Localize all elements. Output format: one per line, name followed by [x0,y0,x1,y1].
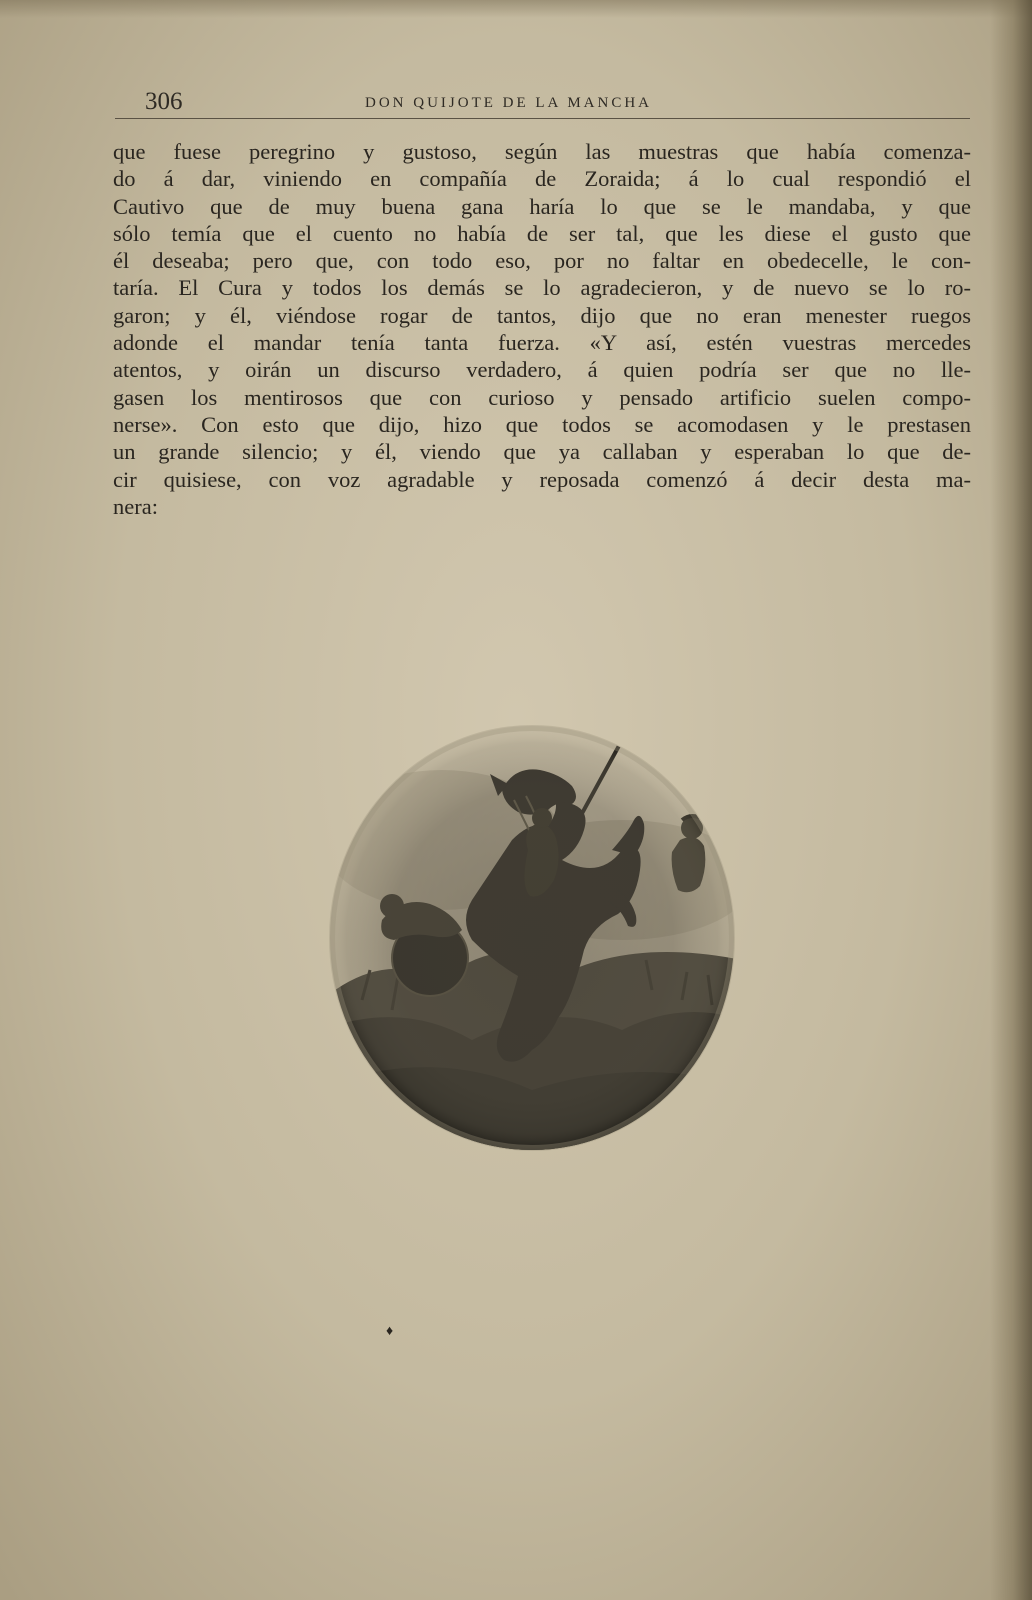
page-top-shadow [0,0,1032,18]
page-spine-edge [990,0,1032,1600]
text-line: garon; y él, viéndose rogar de tantos, dijo que no eran menester ruegos [113,302,971,328]
text-line: nera: [113,493,158,519]
page-number: 306 [145,88,183,115]
rearing-horse-knight-illustration [322,700,742,1160]
text-line: adonde el mandar tenía tanta fuerza. «Y así, estén vuestras mercedes [113,330,971,356]
body-paragraph [113,138,971,520]
text-line: nerse». Con esto que dijo, hizo que todos se acomodasen y le prestasen [113,411,971,437]
text-line: cir quisiese, con voz agradable y reposada comenzó á decir desta ma- [113,466,971,492]
text-line: Cautivo que de muy buena gana haría lo que se le mandaba, y que [113,193,971,219]
text-line: atentos, y oirán un discurso verdadero, á quien podría ser que no lle- [113,357,971,383]
text-line: do á dar, viniendo en compañía de Zoraida; á lo cual respondió el [113,166,971,192]
ornament-mark: ♦ [386,1324,394,1339]
text-line: un grande silencio; y él, viendo que ya callaban y esperaban lo que de- [113,439,971,465]
text-line: taría. El Cura y todos los demás se lo agradecieron, y de nuevo se lo ro- [113,275,971,301]
text-line: gasen los mentirosos que con curioso y pensado artificio suelen compo- [113,384,971,410]
text-line: él deseaba; pero que, con todo eso, por no faltar en obedecelle, le con- [113,248,971,274]
text-line: sólo temía que el cuento no había de ser tal, que les diese el gusto que [113,220,971,246]
text-line: que fuese peregrino y gustoso, según las muestras que había comenza- [113,139,971,164]
running-header [115,88,970,119]
running-title: DON QUIJOTE DE LA MANCHA [365,95,652,111]
